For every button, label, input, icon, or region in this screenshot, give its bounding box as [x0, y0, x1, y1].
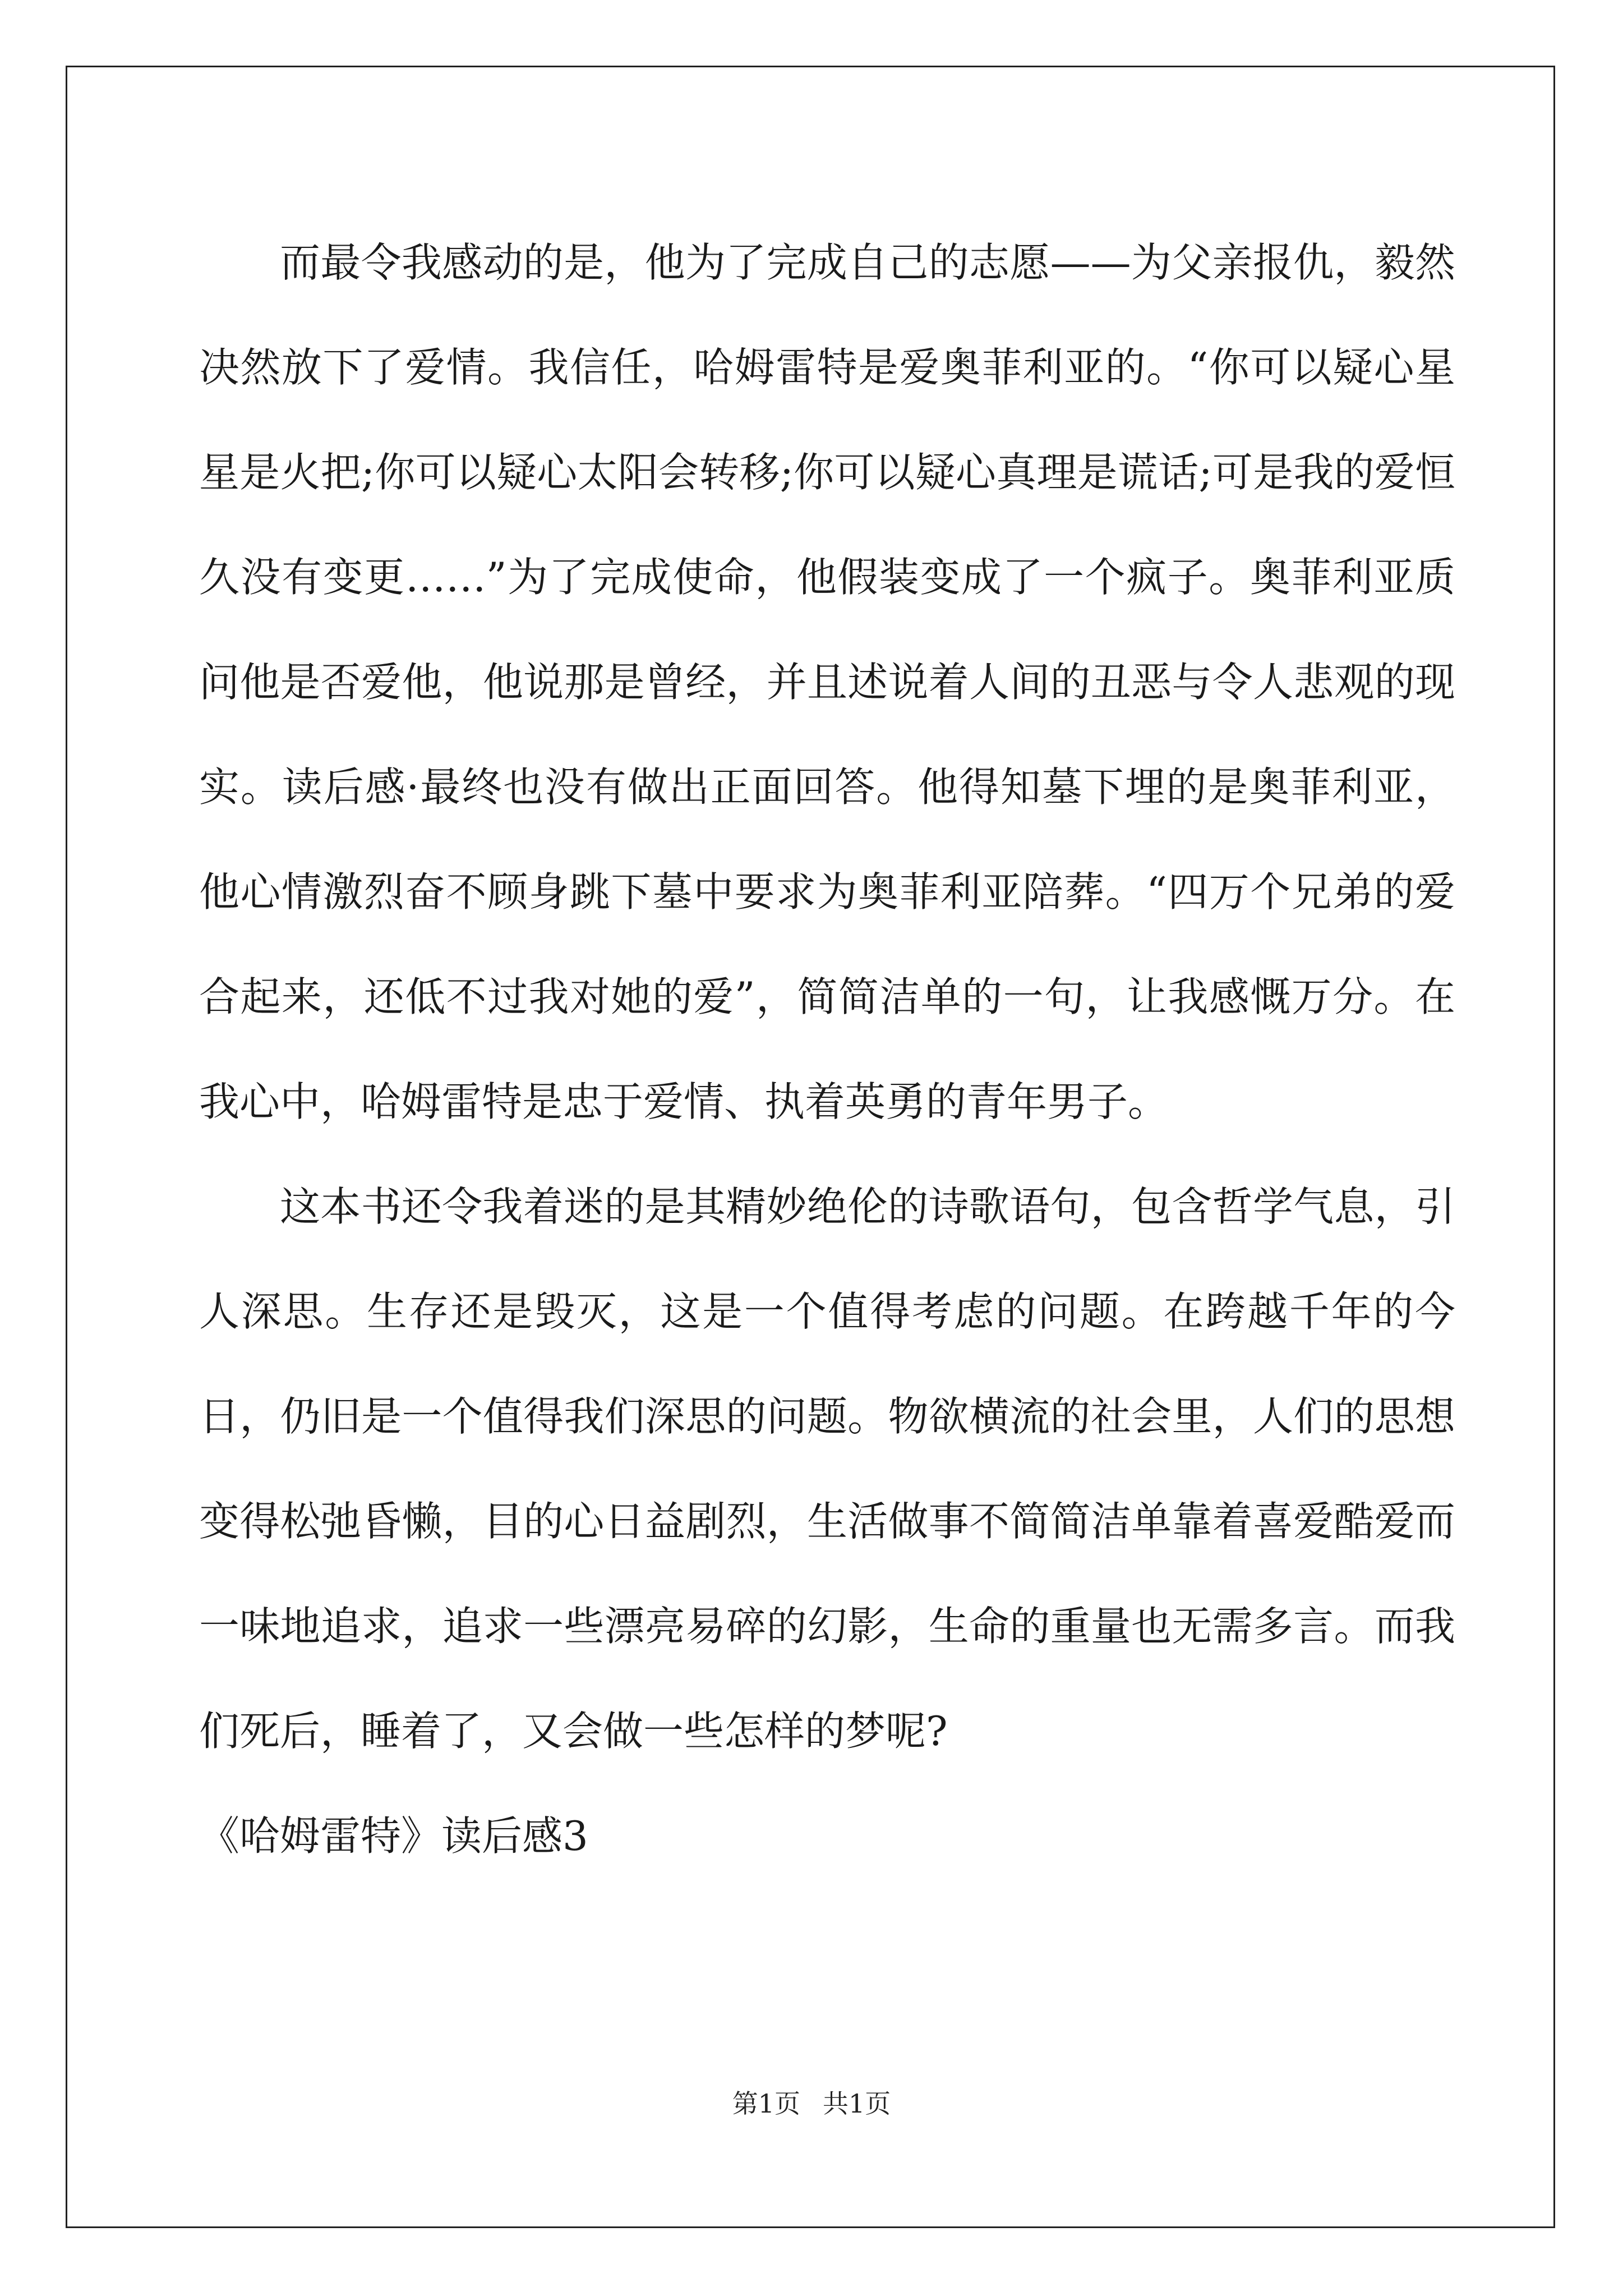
page-total: 共1页 [823, 2088, 891, 2119]
paragraph-2: 这本书还令我着迷的是其精妙绝伦的诗歌语句，包含哲学气息，引人深思。生存还是毁灭，这是一个值得考虑的问题。在跨越千年的今日，仍旧是一个值得我们深思的问题。物欲横流的社会里，人们的思想变得松弛昏懒，目的心日益剧烈，生活做事不简简洁单靠着喜爱酷爱而一味地追求，追求一些漂亮易碎的幻影，生命的重量也无需多言。而我们死后，睡着了，又会做一些怎样的梦呢? [199, 1183, 1455, 1755]
page-number: 第1页 [732, 2088, 800, 2119]
section-heading: 《哈姆雷特》读后感3 [199, 1812, 588, 1860]
page-footer [0, 2087, 1623, 2120]
document-body [199, 210, 1455, 1889]
paragraph-1: 而最令我感动的是，他为了完成自己的志愿——为父亲报仇，毅然决然放下了爱情。我信任，哈姆雷特是爱奥菲利亚的。“你可以疑心星星是火把;你可以疑心太阳会转移;你可以疑心真理是谎话;可是我的爱恒久没有变更……”为了完成使命，他假装变成了一个疯子。奥菲利亚质问他是否爱他，他说那是曾经，并且述说着人间的丑恶与令人悲观的现实。读后感·最终也没有做出正面回答。他得知墓下埋的是奥菲利亚，他心情激烈奋不顾身跳下墓中要求为奥菲利亚陪葬。“四万个兄弟的爱合起来，还低不过我对她的爱”，简简洁单的一句，让我感慨万分。在我心中，哈姆雷特是忠于爱情、执着英勇的青年男子。 [199, 239, 1455, 1125]
